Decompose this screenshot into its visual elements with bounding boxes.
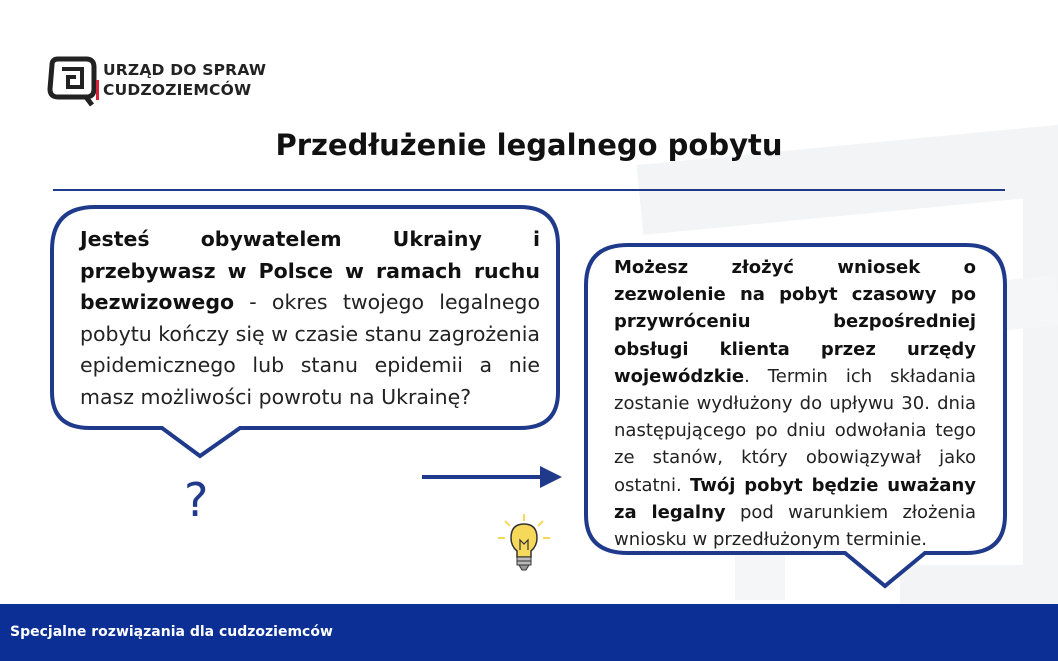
arrow-right-icon bbox=[420, 462, 565, 492]
footer-bar bbox=[0, 604, 1058, 661]
light-bulb-icon bbox=[495, 512, 553, 576]
right-bubble-text bbox=[614, 254, 976, 553]
left-bubble-regular: - okres twojego legalnego pobytu kończy się w czasie stanu zagrożenia epidemicznego lub stanu epidemii a nie masz możliwości powrotu na Ukrainę? bbox=[80, 290, 540, 409]
left-bubble-bold: Jesteś obywatelem Ukrainy i przebywasz w Polsce w ramach ruchu bezwizowego bbox=[80, 227, 540, 314]
right-bubble-bold-1: Możesz złożyć wniosek o zezwolenie na pobyt czasowy po przywróceniu bezpośredniej obsługi klienta przez urzędy wojewódzkie bbox=[614, 257, 976, 387]
office-name-line1: URZĄD DO SPRAW bbox=[103, 61, 267, 79]
right-bubble-regular-1: . Termin ich składania zostanie wydłużony do upływu 30. dnia następującego po dniu odwołania tego ze stanów, który obowiązywał jako ostatni. bbox=[614, 365, 976, 496]
office-name-line2: CUDZOZIEMCÓW bbox=[96, 80, 266, 100]
left-bubble-text bbox=[80, 224, 540, 413]
right-bubble-bold-2: Twój pobyt będzie uważany za legalny bbox=[614, 474, 976, 523]
question-mark-icon: ? bbox=[184, 473, 209, 527]
page-title: Przedłużenie legalnego pobytu bbox=[275, 128, 783, 162]
right-bubble-regular-2: pod warunkiem złożenia wniosku w przedłużonym terminie. bbox=[614, 501, 976, 551]
footer-text: Specjalne rozwiązania dla cudzoziemców bbox=[10, 624, 333, 640]
